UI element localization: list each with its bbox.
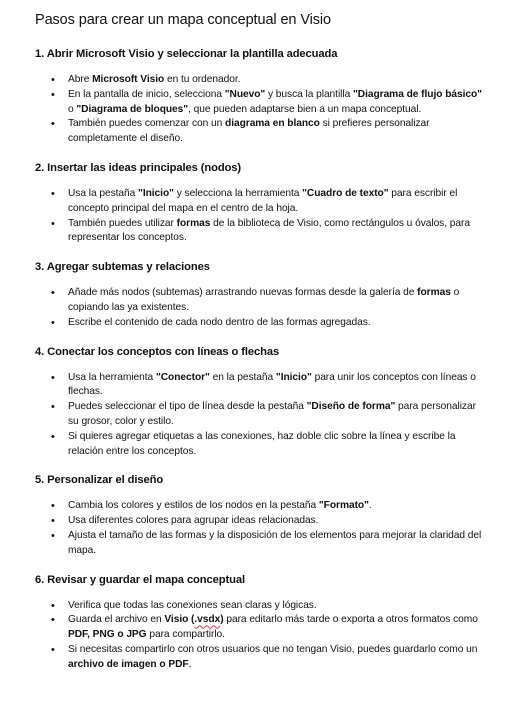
section-3 bbox=[35, 261, 482, 330]
text-run: , que pueden adaptarse bien a un mapa conceptual. bbox=[188, 103, 422, 115]
bullet-icon: • bbox=[51, 614, 55, 627]
text-run: o bbox=[68, 103, 77, 115]
text-run: para personalizar su grosor, color y estilo. bbox=[68, 401, 476, 427]
bold-text: Microsoft Visio bbox=[92, 74, 165, 85]
bullet-icon: • bbox=[51, 118, 55, 131]
text-run: para unir los conceptos con líneas o flechas. bbox=[68, 371, 476, 398]
bullet-list bbox=[35, 599, 482, 673]
bold-text: "Nuevo" bbox=[224, 88, 266, 100]
list-item bbox=[51, 187, 482, 217]
bold-text: ) bbox=[220, 614, 224, 626]
list-item bbox=[51, 514, 482, 529]
bold-text: "Formato" bbox=[318, 500, 369, 512]
text-run: si prefieres personalizar completamente el diseño. bbox=[68, 118, 430, 145]
text-run: y busca la plantilla bbox=[265, 88, 353, 100]
bullet-list bbox=[35, 73, 482, 147]
text-run: Ajusta el tamaño de las formas y la disposición de los elementos para mejorar la claridad del mapa. bbox=[68, 529, 482, 556]
bullet-icon: • bbox=[51, 217, 55, 230]
bullet-list bbox=[35, 187, 482, 246]
text-run: en la pestaña bbox=[209, 371, 276, 383]
text-run: Si quieres agregar etiquetas a las conexiones, haz doble clic sobre la línea y escribe la relación entre los conceptos. bbox=[68, 430, 456, 457]
text-run: Verifica que todas las conexiones sean claras y lógicas. bbox=[68, 599, 317, 611]
list-item bbox=[51, 217, 482, 247]
bullet-icon: • bbox=[51, 187, 55, 200]
bold-text: PDF, PNG o JPG bbox=[68, 629, 147, 641]
document-title: Pasos para crear un mapa conceptual en Visio bbox=[35, 12, 331, 28]
bullet-list bbox=[35, 371, 482, 460]
section-heading: 1. Abrir Microsoft Visio y seleccionar la plantilla adecuada bbox=[35, 48, 338, 60]
bold-text: "Diseño de forma" bbox=[306, 401, 396, 413]
bold-text: "Inicio" bbox=[138, 187, 174, 199]
bold-text: archivo de imagen o PDF bbox=[68, 658, 189, 670]
text-run: Usa la herramienta bbox=[68, 371, 156, 383]
text-run: También puedes utilizar bbox=[68, 217, 177, 229]
list-item bbox=[51, 529, 482, 559]
text-run: Puedes seleccionar el tipo de línea desde la pestaña bbox=[68, 401, 307, 413]
list-item bbox=[51, 499, 482, 514]
bullet-icon: • bbox=[51, 371, 55, 384]
bullet-icon: • bbox=[51, 401, 55, 414]
list-item bbox=[51, 599, 482, 614]
text-run: y selecciona la herramienta bbox=[173, 187, 303, 199]
list-item bbox=[51, 286, 482, 316]
section-heading: 2. Insertar las ideas principales (nodos) bbox=[35, 161, 242, 174]
bullet-icon: • bbox=[51, 74, 55, 86]
bullet-icon: • bbox=[51, 599, 55, 612]
bold-text: Visio ( bbox=[164, 614, 195, 626]
sections-container bbox=[35, 48, 482, 673]
section-heading: 6. Revisar y guardar el mapa conceptual bbox=[35, 573, 245, 586]
text-run: Guarda el archivo en bbox=[68, 614, 165, 626]
bullet-icon: • bbox=[51, 643, 55, 656]
bold-text: formas bbox=[417, 287, 451, 299]
text-run: de la biblioteca de Visio, como rectángulos u óvalos, para representar los conceptos. bbox=[68, 217, 470, 244]
text-run: para compartirlo. bbox=[146, 629, 225, 641]
bullet-list bbox=[35, 499, 482, 558]
bullet-icon: • bbox=[51, 316, 55, 329]
bold-text: diagrama en blanco bbox=[225, 118, 320, 130]
section-5 bbox=[35, 474, 482, 558]
section-2 bbox=[35, 162, 482, 246]
section-6 bbox=[35, 574, 482, 673]
text-run: Abre bbox=[68, 74, 93, 85]
list-item bbox=[51, 430, 482, 460]
bullet-list bbox=[35, 286, 482, 330]
text-run: Cambia los colores y estilos de los nodos en la pestaña bbox=[68, 500, 319, 512]
section-heading: 3. Agregar subtemas y relaciones bbox=[35, 261, 210, 274]
list-item bbox=[51, 316, 482, 331]
bullet-icon: • bbox=[51, 287, 55, 300]
text-run: para escribir el concepto principal del mapa en el centro de la hoja. bbox=[68, 187, 458, 214]
list-item bbox=[51, 613, 482, 643]
bold-text: formas bbox=[176, 217, 211, 229]
list-item bbox=[51, 643, 482, 673]
section-heading: 4. Conectar los conceptos con líneas o flechas bbox=[35, 345, 280, 358]
text-run: Si necesitas compartirlo con otros usuarios que no tengan Visio, puedes guardarlo como un bbox=[68, 643, 478, 655]
bullet-icon: • bbox=[51, 515, 55, 528]
text-run: Usa diferentes colores para agrupar ideas relacionadas. bbox=[68, 515, 319, 527]
list-item bbox=[51, 117, 482, 147]
list-item bbox=[51, 73, 482, 88]
bold-text: "Diagrama de flujo básico" bbox=[353, 88, 482, 100]
text-run: Escribe el contenido de cada nodo dentro de las formas agregadas. bbox=[68, 316, 371, 328]
bold-text: "Conector" bbox=[155, 371, 210, 383]
bold-text: "Diagrama de bloques" bbox=[76, 103, 189, 115]
text-run: . bbox=[368, 500, 372, 512]
list-item bbox=[51, 400, 482, 430]
text-run: También puedes comenzar con un bbox=[68, 118, 226, 130]
bold-text: "Inicio" bbox=[275, 371, 312, 383]
bullet-icon: • bbox=[51, 430, 55, 443]
list-item bbox=[51, 371, 482, 401]
bullet-icon: • bbox=[51, 500, 55, 513]
list-item bbox=[51, 88, 482, 118]
text-run: En la pantalla de inicio, selecciona bbox=[68, 88, 225, 100]
text-run: en tu ordenador. bbox=[164, 74, 241, 85]
text-run: para editarlo más tarde o exporta a otros formatos como bbox=[223, 614, 478, 626]
bullet-icon: • bbox=[51, 529, 55, 542]
bold-text: "Cuadro de texto" bbox=[302, 187, 389, 199]
section-heading: 5. Personalizar el diseño bbox=[35, 474, 164, 487]
text-run: Usa la pestaña bbox=[68, 187, 139, 199]
text-run: o copiando las ya existentes. bbox=[68, 287, 460, 313]
bullet-icon: • bbox=[51, 88, 55, 101]
text-run: Añade más nodos (subtemas) arrastrando nuevas formas desde la galería de bbox=[68, 287, 418, 299]
section-1 bbox=[35, 48, 482, 147]
text-run: . bbox=[188, 658, 192, 670]
section-4 bbox=[35, 346, 482, 460]
bold-text: .vsdx bbox=[194, 614, 221, 626]
